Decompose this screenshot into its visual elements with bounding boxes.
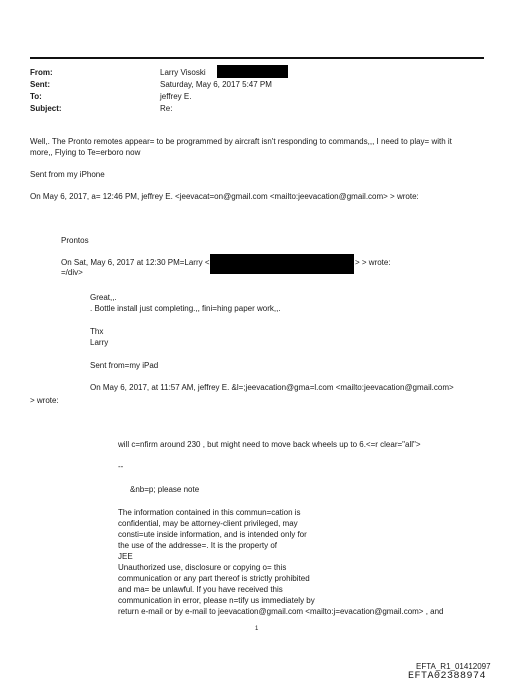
disclaimer-line: consti=ute inside information, and is intended only for bbox=[118, 530, 307, 539]
sent-label: Sent: bbox=[30, 80, 50, 89]
disclaimer-line: confidential, may be attorney-client privileged, may bbox=[118, 519, 298, 528]
reply3-dashes: -- bbox=[118, 462, 124, 471]
subject-value: Re: bbox=[160, 104, 173, 113]
reply1-wrote: > > wrote: bbox=[355, 258, 391, 267]
reply2-bottle: . Bottle install just completing.,, fini=hing paper work,,. bbox=[90, 304, 281, 313]
reply2-wrote: > wrote: bbox=[30, 396, 59, 405]
reply2-sent-ipad: Sent from=my iPad bbox=[90, 361, 159, 370]
sent-value: Saturday, May 6, 2017 5:47 PM bbox=[160, 80, 272, 89]
page-number: 1 bbox=[255, 626, 259, 632]
redaction-box bbox=[217, 65, 288, 78]
redaction-box bbox=[210, 254, 354, 274]
body-line-2: more,, Flying to Te=erboro now bbox=[30, 148, 141, 157]
disclaimer-line: and ma= be unlawful. If you have received this bbox=[118, 585, 283, 594]
sent-from-iphone: Sent from my iPhone bbox=[30, 170, 105, 179]
disclaimer-line: communication in error, please n=tify us immediately by bbox=[118, 596, 315, 605]
reply2-great: Great,,. bbox=[90, 293, 117, 302]
from-value: Larry Visoski bbox=[160, 68, 206, 77]
disclaimer-line: Unauthorized use, disclosure or copying o= this bbox=[118, 563, 287, 572]
reply1-prontos: Prontos bbox=[61, 236, 89, 245]
to-label: To: bbox=[30, 92, 42, 101]
reply2-thx: Thx bbox=[90, 327, 104, 336]
disclaimer-line: JEE bbox=[118, 552, 133, 561]
footer-id-2: EFTA02388974 bbox=[408, 671, 487, 682]
body-line-1: Well,. The Pronto remotes appear= to be programmed by aircraft isn't responding to commands,,, I need to play= with it bbox=[30, 137, 452, 146]
to-value: jeffrey E. bbox=[160, 92, 192, 101]
footer-id-1: EFTA_R1_01412097 bbox=[416, 662, 491, 671]
quote-header-1: On May 6, 2017, a= 12:46 PM, jeffrey E. <jeevacat=on@gmail.com <mailto:jeevacation@gmail.com> > wrote: bbox=[30, 192, 419, 201]
reply3-note: &nb=p; please note bbox=[130, 485, 200, 494]
disclaimer-line: The information contained in this commun=cation is bbox=[118, 508, 301, 517]
from-label: From: bbox=[30, 68, 53, 77]
reply2-larry: Larry bbox=[90, 338, 109, 347]
disclaimer-line: return e-mail or by e-mail to jeevacation@gmail.com <mailto:j=evacation@gmail.com> , and bbox=[118, 607, 444, 616]
reply3-confirm: will c=nfirm around 230 , but might need to move back wheels up to 6.<=r clear="all"> bbox=[118, 440, 421, 449]
disclaimer-line: the use of the addresse=. It is the property of bbox=[118, 541, 277, 550]
reply2-on-line: On May 6, 2017, at 11:57 AM, jeffrey E. &l=;jeevacation@gma=l.com <mailto:jeevacation@gmail.com> bbox=[90, 383, 454, 392]
reply1-on-line: On Sat, May 6, 2017 at 12:30 PM=Larry < bbox=[61, 258, 210, 267]
disclaimer-line: communication or any part thereof is strictly prohibited bbox=[118, 574, 310, 583]
subject-label: Subject: bbox=[30, 104, 62, 113]
header-rule bbox=[30, 57, 484, 59]
reply1-div-line: =/div> bbox=[61, 268, 83, 277]
